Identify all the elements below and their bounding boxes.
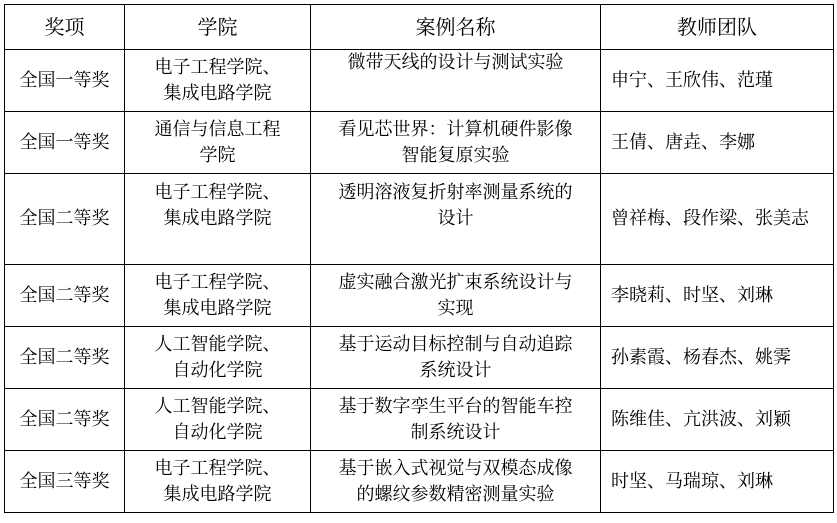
- case-line: 看见芯世界：计算机硬件影像: [338, 118, 573, 140]
- award-cell: 全国二等奖: [5, 265, 125, 327]
- team-cell: 王倩、唐垚、李娜: [601, 112, 834, 174]
- table-row: [5, 50, 834, 112]
- case-cell: [311, 327, 601, 389]
- case-line: 虚实融合激光扩束系统设计与: [338, 271, 573, 293]
- case-line: 系统设计: [419, 359, 492, 381]
- college-line: 人工智能学院、: [154, 333, 281, 355]
- header-case-name: 案例名称: [311, 5, 601, 50]
- case-cell: [311, 265, 601, 327]
- case-cell: [311, 174, 601, 265]
- college-line: 集成电路学院: [163, 208, 272, 229]
- case-cell: [311, 389, 601, 451]
- award-cell: 全国一等奖: [5, 50, 125, 112]
- college-line: 集成电路学院: [163, 483, 272, 505]
- table-row: [5, 327, 834, 389]
- college-line: 学院: [199, 144, 236, 166]
- college-line: 电子工程学院、: [154, 182, 281, 203]
- college-line: 自动化学院: [172, 421, 263, 443]
- awards-table: [4, 4, 834, 513]
- team-cell: 孙素霞、杨春杰、姚霁: [601, 327, 834, 389]
- college-line: 集成电路学院: [163, 297, 272, 319]
- college-cell: [125, 174, 311, 265]
- case-line: 智能复原实验: [401, 144, 510, 166]
- case-line: 设计: [437, 208, 474, 229]
- college-line: 集成电路学院: [163, 82, 272, 104]
- case-line: 基于数字孪生平台的智能车控: [338, 395, 573, 417]
- college-line: 电子工程学院、: [154, 457, 281, 479]
- case-cell: [311, 451, 601, 513]
- award-cell: 全国一等奖: [5, 112, 125, 174]
- college-cell: [125, 112, 311, 174]
- table-row: [5, 389, 834, 451]
- college-line: 电子工程学院、: [154, 56, 281, 78]
- college-cell: [125, 265, 311, 327]
- header-college: 学院: [125, 5, 311, 50]
- college-line: 电子工程学院、: [154, 271, 281, 293]
- team-cell: 申宁、王欣伟、范瑾: [601, 50, 834, 112]
- team-cell: 曾祥梅、段作梁、张美志: [601, 174, 834, 265]
- header-teacher-team: 教师团队: [601, 5, 834, 50]
- header-row: [5, 5, 834, 50]
- header-award: 奖项: [5, 5, 125, 50]
- case-line: 微带天线的设计与测试实验: [347, 52, 564, 73]
- college-cell: [125, 389, 311, 451]
- award-cell: 全国二等奖: [5, 389, 125, 451]
- case-cell: [311, 50, 601, 112]
- case-cell: [311, 112, 601, 174]
- college-cell: [125, 451, 311, 513]
- table-row: [5, 174, 834, 265]
- table-row: [5, 265, 834, 327]
- case-line: 制系统设计: [410, 421, 501, 443]
- college-cell: [125, 327, 311, 389]
- team-cell: 李晓莉、时坚、刘琳: [601, 265, 834, 327]
- case-line: 的螺纹参数精密测量实验: [356, 483, 555, 505]
- college-line: 通信与信息工程: [154, 118, 281, 140]
- award-cell: 全国二等奖: [5, 174, 125, 265]
- team-cell: 陈维佳、亢洪波、刘颖: [601, 389, 834, 451]
- award-cell: 全国二等奖: [5, 327, 125, 389]
- case-line: 基于嵌入式视觉与双模态成像: [338, 457, 573, 479]
- table-row: [5, 112, 834, 174]
- team-cell: 时坚、马瑞琼、刘琳: [601, 451, 834, 513]
- award-cell: 全国三等奖: [5, 451, 125, 513]
- table-row: [5, 451, 834, 513]
- college-line: 自动化学院: [172, 359, 263, 381]
- college-cell: [125, 50, 311, 112]
- case-line: 透明溶液复折射率测量系统的: [338, 182, 573, 203]
- case-line: 实现: [437, 297, 474, 319]
- college-line: 人工智能学院、: [154, 395, 281, 417]
- case-line: 基于运动目标控制与自动追踪: [338, 333, 573, 355]
